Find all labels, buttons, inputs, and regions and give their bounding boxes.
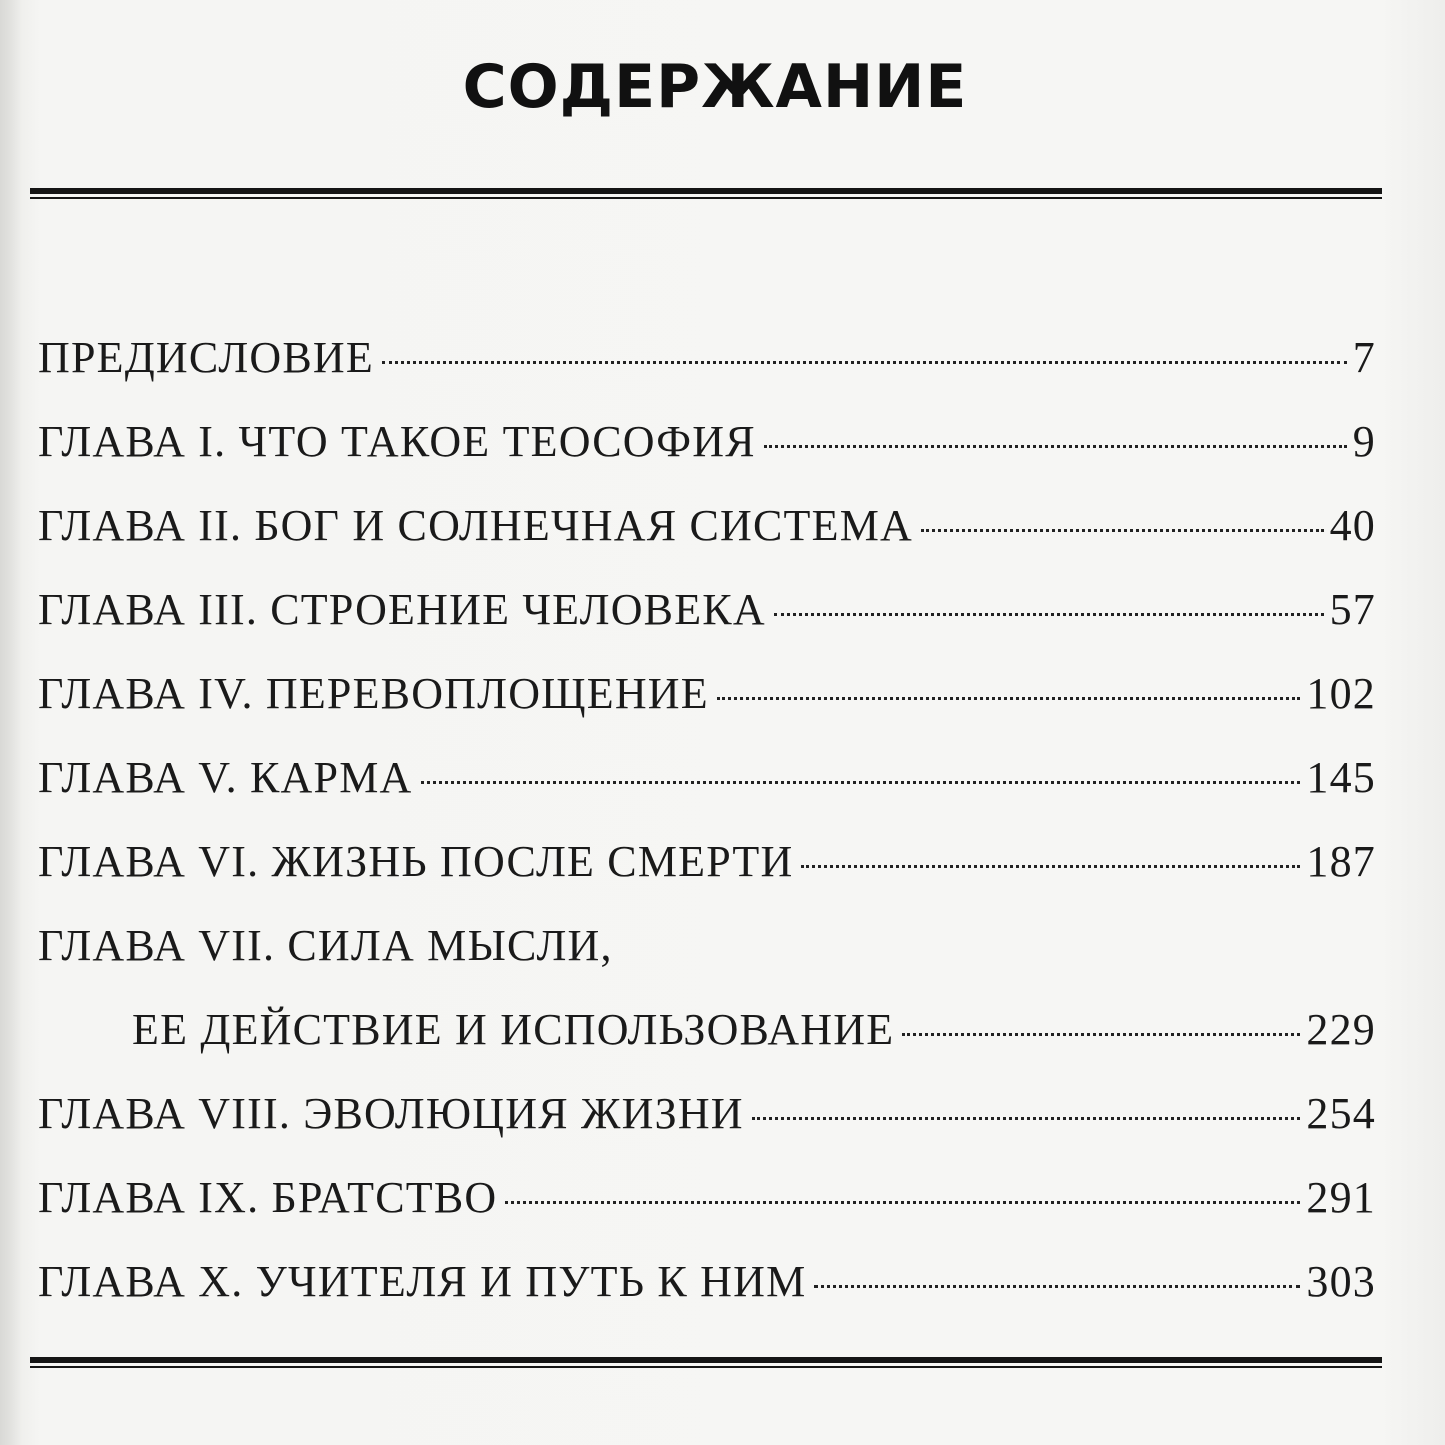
toc-page-number: 187 — [1306, 837, 1376, 886]
page-title: СОДЕРЖАНИЕ — [462, 52, 968, 122]
toc-entry-chapter-9[interactable] — [38, 1156, 1376, 1240]
dot-leader — [505, 1201, 1300, 1204]
toc-entry-label: ГЛАВА V. КАРМА — [38, 753, 413, 802]
toc-page-number: 145 — [1306, 753, 1376, 802]
dot-leader — [421, 781, 1301, 784]
top-double-rule — [30, 188, 1382, 199]
dot-leader — [902, 1033, 1300, 1036]
toc-entry-chapter-10[interactable] — [38, 1240, 1376, 1324]
page-edge-shadow — [0, 0, 22, 1445]
dot-leader — [814, 1285, 1300, 1288]
table-of-contents — [38, 316, 1376, 1324]
dot-leader — [752, 1117, 1301, 1120]
toc-entry-label: ГЛАВА IX. БРАТСТВО — [38, 1173, 498, 1222]
toc-page-number: 9 — [1352, 417, 1376, 466]
toc-entry-label: ПРЕДИСЛОВИЕ — [38, 333, 374, 382]
toc-entry-chapter-7[interactable] — [38, 904, 1376, 1072]
toc-entry-chapter-8[interactable] — [38, 1072, 1376, 1156]
dot-leader — [382, 361, 1347, 364]
toc-entry-chapter-5[interactable] — [38, 736, 1376, 820]
toc-entry-label: ГЛАВА IV. ПЕРЕВОПЛОЩЕНИЕ — [38, 669, 709, 718]
toc-entry-label: ГЛАВА X. УЧИТЕЛЯ И ПУТЬ К НИМ — [38, 1257, 807, 1306]
toc-page-number: 57 — [1329, 585, 1376, 634]
toc-entry-label-continuation: ЕЕ ДЕЙСТВИЕ И ИСПОЛЬЗОВАНИЕ — [132, 1005, 895, 1054]
toc-page-number: 229 — [1306, 1005, 1376, 1054]
toc-entry-chapter-1[interactable] — [38, 400, 1376, 484]
toc-entry-chapter-6[interactable] — [38, 820, 1376, 904]
toc-entry-chapter-3[interactable] — [38, 568, 1376, 652]
toc-entry-label: ГЛАВА VII. СИЛА МЫСЛИ, — [38, 921, 613, 970]
toc-entry-chapter-2[interactable] — [38, 484, 1376, 568]
bottom-double-rule — [30, 1357, 1382, 1368]
toc-page-number: 40 — [1329, 501, 1376, 550]
toc-entry-label: ГЛАВА II. БОГ И СОЛНЕЧНАЯ СИСТЕМА — [38, 501, 913, 550]
toc-page-number: 291 — [1306, 1173, 1376, 1222]
dot-leader — [717, 697, 1301, 700]
dot-leader — [774, 613, 1324, 616]
dot-leader — [801, 865, 1300, 868]
toc-entry-label: ГЛАВА VIII. ЭВОЛЮЦИЯ ЖИЗНИ — [38, 1089, 744, 1138]
toc-entry-chapter-4[interactable] — [38, 652, 1376, 736]
toc-page-number: 303 — [1306, 1257, 1376, 1306]
toc-entry-label: ГЛАВА VI. ЖИЗНЬ ПОСЛЕ СМЕРТИ — [38, 837, 794, 886]
toc-entry-label: ГЛАВА I. ЧТО ТАКОЕ ТЕОСОФИЯ — [38, 417, 756, 466]
toc-entry-preface[interactable] — [38, 316, 1376, 400]
toc-page-number: 254 — [1306, 1089, 1376, 1138]
toc-page-number: 7 — [1352, 333, 1376, 382]
dot-leader — [921, 529, 1324, 532]
toc-entry-label: ГЛАВА III. СТРОЕНИЕ ЧЕЛОВЕКА — [38, 585, 766, 634]
dot-leader — [764, 445, 1347, 448]
toc-page-number: 102 — [1306, 669, 1376, 718]
